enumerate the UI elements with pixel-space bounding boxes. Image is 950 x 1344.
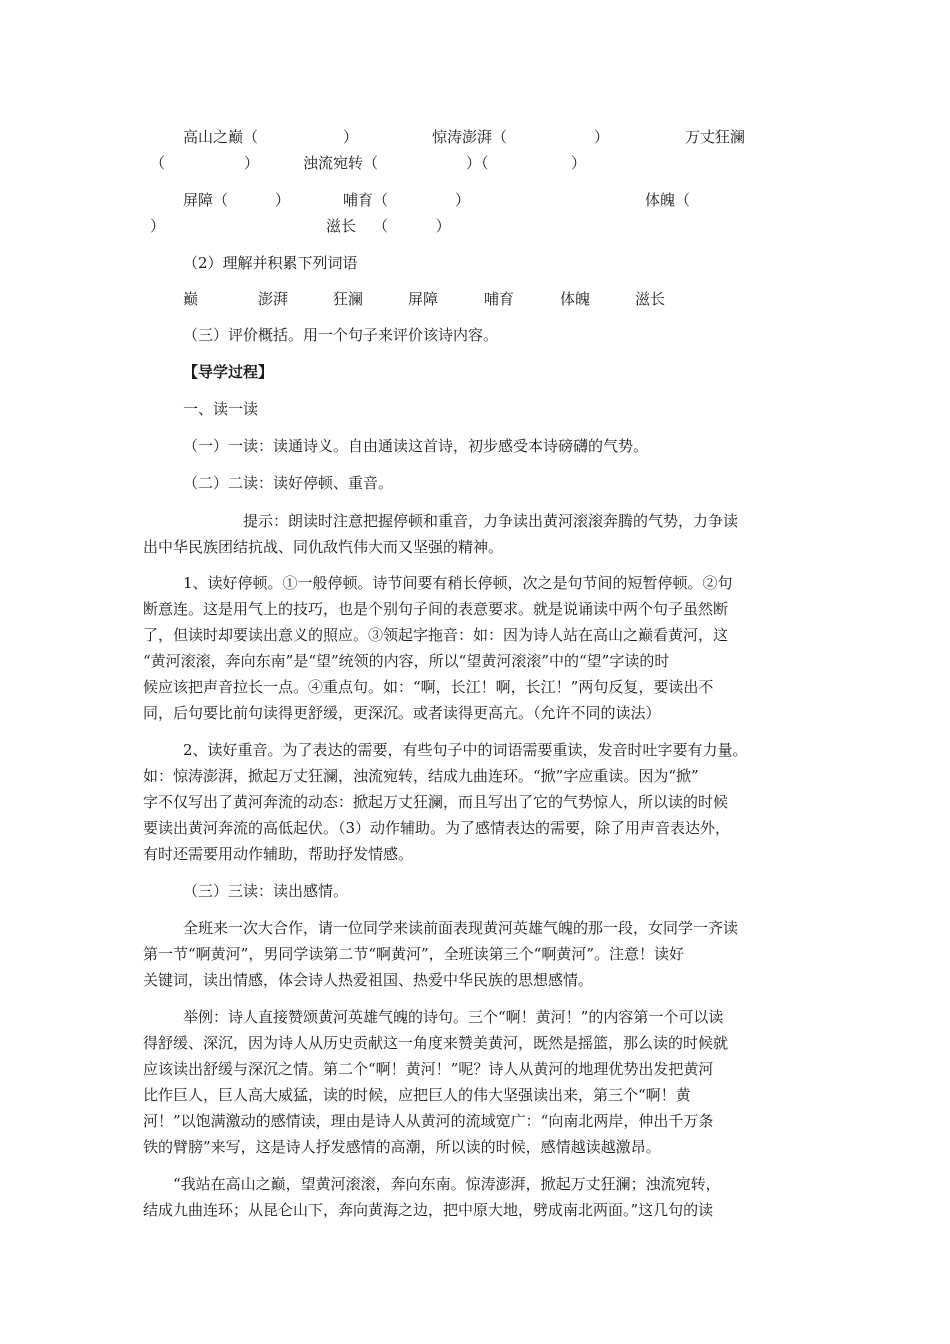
para4-line: 得舒缓、深沉，因为诗人从历史贡献这一角度来赞美黄河，既然是摇篮，那么读的时候就 bbox=[143, 1034, 729, 1052]
vocab-word: 滋长 bbox=[635, 290, 666, 308]
blank-close: ） bbox=[455, 191, 471, 209]
vocab-blank-jingtao: 惊涛澎湃（ bbox=[432, 128, 508, 146]
para2-line: 如：惊涛澎湃，掀起万丈狂澜，浊流宛转，结成九曲连环。“掀”字应重读。因为“掀” bbox=[143, 767, 699, 785]
vocab-blank-pingzhang: 屏障（ bbox=[183, 191, 229, 209]
task-heading: （三）评价概括。用一个句子来评价该诗内容。 bbox=[183, 326, 499, 344]
para4-line: 举例：诗人直接赞颂黄河英雄气魄的诗句。三个“啊！黄河！”的内容第一个可以读 bbox=[183, 1008, 724, 1026]
para2-line: 2、读好重音。为了表达的需要，有些句子中的词语需要重读，发音时吐字要有力量。 bbox=[183, 741, 748, 759]
section-title: 【导学过程】 bbox=[183, 363, 274, 381]
blank-open: （ bbox=[150, 154, 166, 172]
para3-line: 第一节“啊黄河”，男同学读第二节“啊黄河”，全班读第三个“啊黄河”。注意！读好 bbox=[143, 945, 685, 963]
para1-line: 1、读好停顿。①一般停顿。诗节间要有稍长停顿，次之是句节间的短暂停顿。②句 bbox=[183, 574, 733, 592]
vocab-word: 巅 bbox=[183, 290, 199, 308]
blank-close: ） bbox=[571, 154, 587, 172]
vocab-blank-tipo: 体魄（ bbox=[645, 191, 691, 209]
task-heading: （2）理解并积累下列词语 bbox=[183, 254, 358, 272]
para1-line: 候应该把声音拉长一点。④重点句。如：“啊，长江！啊，长江！”两句反复，要读出不 bbox=[143, 678, 714, 696]
blank-close: ）（ bbox=[466, 154, 489, 172]
vocab-word: 屏障 bbox=[408, 290, 439, 308]
vocab-word: 狂澜 bbox=[333, 290, 364, 308]
para4-line: 河！”以饱满激动的感情读，理由是诗人从黄河的流域宽广：“向南北两岸，伸出千万条 bbox=[143, 1112, 714, 1130]
para5-line: “我站在高山之巅，望黄河滚滚，奔向东南。惊涛澎湃，掀起万丈狂澜；浊流宛转， bbox=[173, 1175, 721, 1193]
blank-close: ） bbox=[150, 217, 166, 235]
blank-close: ） bbox=[244, 154, 260, 172]
read-step-1: （一）一读：读通诗义。自由通读这首诗，初步感受本诗磅礴的气势。 bbox=[183, 437, 649, 455]
para1-line: 同，后句要比前句读得更舒缓，更深沉。或者读得更高亢。（允许不同的读法） bbox=[143, 704, 661, 722]
vocab-word: 澎湃 bbox=[258, 290, 289, 308]
para3-line: 关键词，读出情感，体会诗人热爱祖国、热爱中华民族的思想感情。 bbox=[143, 971, 594, 989]
tip-line-2: 出中华民族团结抗战、同仇敌忾伟大而又坚强的精神。 bbox=[143, 538, 504, 556]
blank-close: ） bbox=[275, 191, 291, 209]
blank-paren: （ ） bbox=[373, 217, 451, 235]
read-step-2: （二）二读：读好停顿、重音。 bbox=[183, 474, 394, 492]
blank-close: ） bbox=[594, 128, 610, 146]
vocab-word: 哺育 bbox=[484, 290, 515, 308]
read-step-3: （三）三读：读出感情。 bbox=[183, 882, 349, 900]
blank-close: ） bbox=[343, 128, 359, 146]
vocab-blank-buyu: 哺育（ bbox=[343, 191, 389, 209]
vocab-blank-gaoshan: 高山之巅（ bbox=[183, 128, 259, 146]
para5-line: 结成九曲连环；从昆仑山下，奔向黄海之边，把中原大地，劈成南北两面。”这几句的读 bbox=[143, 1201, 714, 1219]
para2-line: 有时还需要用动作辅助，帮助抒发情感。 bbox=[143, 845, 414, 863]
para2-line: 字不仅写出了黄河奔流的动态：掀起万丈狂澜，而且写出了它的气势惊人，所以读的时候 bbox=[143, 793, 729, 811]
para1-line: “黄河滚滚，奔向东南”是“望”统领的内容，所以“望黄河滚滚”中的“望”字读的时 bbox=[143, 652, 670, 670]
read-header: 一、读一读 bbox=[183, 400, 259, 418]
para1-line: 了，但读时却要读出意义的照应。③领起字拖音：如：因为诗人站在高山之巅看黄河，这 bbox=[143, 626, 729, 644]
para3-line: 全班来一次大合作，请一位同学来读前面表现黄河英雄气魄的那一段，女同学一齐读 bbox=[183, 919, 739, 937]
para1-line: 断意连。这是用气上的技巧，也是个别句子间的表意要求。就是说诵读中两个句子虽然断 bbox=[143, 600, 729, 618]
vocab-blank-wanzhang: 万丈狂澜 bbox=[685, 128, 746, 146]
vocab-blank-zizhang: 滋长 bbox=[326, 217, 357, 235]
para4-line: 铁的臂膀”来写，这是诗人抒发感情的高潮，所以读的时候，感情越读越激昂。 bbox=[143, 1138, 661, 1156]
vocab-blank-zhuoliu: 浊流宛转（ bbox=[303, 154, 379, 172]
para2-line: 要读出黄河奔流的高低起伏。（3）动作辅助。为了感情表达的需要，除了用声音表达外， bbox=[143, 819, 731, 837]
para4-line: 应该读出舒缓与深沉之情。第二个“啊！黄河！”呢？诗人从黄河的地理优势出发把黄河 bbox=[143, 1060, 714, 1078]
tip-line-1: 提示：朗读时注意把握停顿和重音，力争读出黄河滚滚奔腾的气势，力争读 bbox=[243, 512, 739, 530]
vocab-word: 体魄 bbox=[560, 290, 591, 308]
para4-line: 比作巨人，巨人高大威猛，读的时候，应把巨人的伟大坚强读出来，第三个“啊！黄 bbox=[143, 1086, 691, 1104]
